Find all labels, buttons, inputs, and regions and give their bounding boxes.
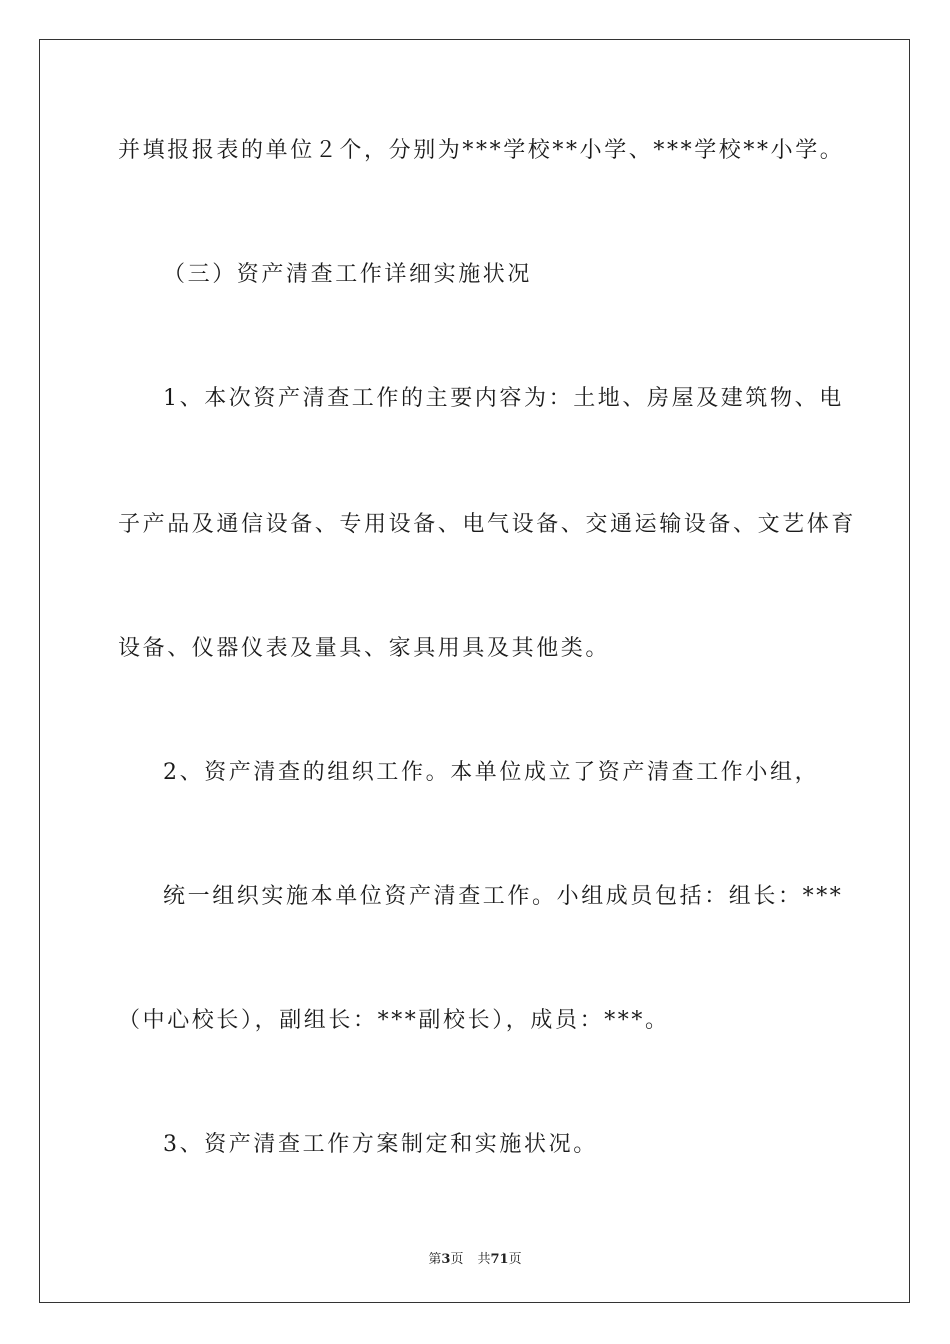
page-footer (0, 1248, 950, 1267)
page-suffix: 页 (450, 1252, 464, 1267)
body-text-line: 统一组织实施本单位资产清查工作。小组成员包括：组长：*** (163, 884, 844, 909)
body-text-line: 设备、仪器仪表及量具、家具用具及其他类。 (118, 636, 611, 661)
body-text-line: 2、资产清查的组织工作。本单位成立了资产清查工作小组， (163, 760, 820, 785)
page-border (39, 39, 910, 1303)
total-pages: 71 (490, 1252, 509, 1267)
total-suffix: 页 (508, 1252, 522, 1267)
body-text-line: 1、本次资产清查工作的主要内容为：土地、房屋及建筑物、电 (163, 386, 844, 411)
section-heading: （三）资产清查工作详细实施状况 (163, 262, 533, 287)
total-prefix: 共 (477, 1252, 491, 1267)
body-text-line: （中心校长），副组长：***副校长），成员：***。 (118, 1008, 670, 1033)
page-number: 3 (441, 1252, 451, 1267)
body-text-line: 子产品及通信设备、专用设备、电气设备、交通运输设备、文艺体育 (118, 512, 857, 537)
page-prefix: 第 (428, 1252, 442, 1267)
body-text-line: 并填报报表的单位２个，分别为***学校**小学、***学校**小学。 (118, 138, 845, 163)
body-text-line: 3、资产清查工作方案制定和实施状况。 (163, 1132, 598, 1157)
